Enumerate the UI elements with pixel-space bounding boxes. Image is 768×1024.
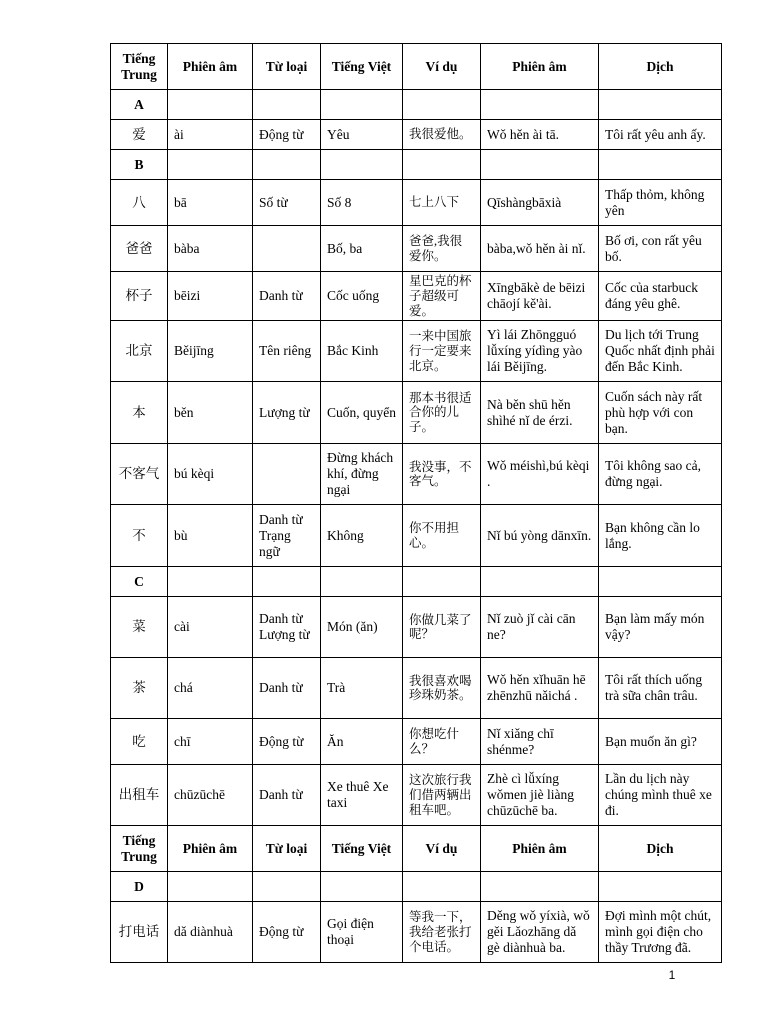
section-letter: B xyxy=(111,150,168,180)
page-number: 1 xyxy=(668,968,676,982)
empty-cell xyxy=(253,90,321,120)
pinyin: dǎ diànhuà xyxy=(168,902,253,963)
vietnamese-meaning: Không xyxy=(321,505,403,567)
header-row xyxy=(111,44,722,90)
chinese-word: 菜 xyxy=(111,597,168,658)
vietnamese-meaning: Số 8 xyxy=(321,180,403,226)
example-pinyin: Wǒ hěn xǐhuān hē zhēnzhū nǎichá . xyxy=(481,658,599,719)
column-header: Phiên âm xyxy=(168,826,253,872)
example-pinyin: Nǐ bú yòng dānxīn. xyxy=(481,505,599,567)
column-header: Từ loại xyxy=(253,826,321,872)
section-letter: A xyxy=(111,90,168,120)
section-row xyxy=(111,90,722,120)
pinyin: chī xyxy=(168,719,253,765)
vietnamese-meaning: Trà xyxy=(321,658,403,719)
column-header: Tiếng Trung xyxy=(111,44,168,90)
empty-cell xyxy=(599,872,722,902)
empty-cell xyxy=(321,567,403,597)
word-type: Danh từ xyxy=(253,765,321,826)
pinyin: bù xyxy=(168,505,253,567)
example-pinyin: bàba,wǒ hěn ài nǐ. xyxy=(481,226,599,272)
column-header: Ví dụ xyxy=(403,44,481,90)
table-row xyxy=(111,658,722,719)
section-row xyxy=(111,872,722,902)
vietnamese-meaning: Yêu xyxy=(321,120,403,150)
example-sentence: 我很爱他。 xyxy=(403,120,481,150)
empty-cell xyxy=(481,567,599,597)
header-row xyxy=(111,826,722,872)
empty-cell xyxy=(403,150,481,180)
column-header: Từ loại xyxy=(253,44,321,90)
vietnamese-meaning: Gọi điện thoại xyxy=(321,902,403,963)
empty-cell xyxy=(321,150,403,180)
empty-cell xyxy=(321,872,403,902)
table-row xyxy=(111,226,722,272)
section-row xyxy=(111,150,722,180)
pinyin: chūzūchē xyxy=(168,765,253,826)
example-pinyin: Wǒ hěn ài tā. xyxy=(481,120,599,150)
empty-cell xyxy=(481,90,599,120)
example-sentence: 爸爸,我很爱你。 xyxy=(403,226,481,272)
empty-cell xyxy=(253,567,321,597)
chinese-word: 爱 xyxy=(111,120,168,150)
chinese-word: 爸爸 xyxy=(111,226,168,272)
table-row xyxy=(111,120,722,150)
empty-cell xyxy=(403,872,481,902)
empty-cell xyxy=(253,150,321,180)
translation: Tôi rất yêu anh ấy. xyxy=(599,120,722,150)
word-type: Lượng từ xyxy=(253,382,321,444)
translation: Cốc của starbuck đáng yêu ghê. xyxy=(599,272,722,321)
pinyin: cài xyxy=(168,597,253,658)
empty-cell xyxy=(168,567,253,597)
example-sentence: 七上八下 xyxy=(403,180,481,226)
vietnamese-meaning: Ăn xyxy=(321,719,403,765)
chinese-word: 出租车 xyxy=(111,765,168,826)
chinese-word: 不客气 xyxy=(111,444,168,505)
column-header: Ví dụ xyxy=(403,826,481,872)
pinyin: ài xyxy=(168,120,253,150)
translation: Du lịch tới Trung Quốc nhất định phải đến Bắc Kinh. xyxy=(599,321,722,382)
table-row xyxy=(111,444,722,505)
empty-cell xyxy=(168,872,253,902)
example-sentence: 等我一下，我给老张打个电话。 xyxy=(403,902,481,963)
example-sentence: 你不用担心。 xyxy=(403,505,481,567)
vietnamese-meaning: Món (ăn) xyxy=(321,597,403,658)
pinyin: chá xyxy=(168,658,253,719)
example-sentence: 一来中国旅行一定要来北京。 xyxy=(403,321,481,382)
column-header: Tiếng Trung xyxy=(111,826,168,872)
word-type: Động từ xyxy=(253,719,321,765)
column-header: Phiên âm xyxy=(481,44,599,90)
table-row xyxy=(111,180,722,226)
translation: Bạn không cần lo lắng. xyxy=(599,505,722,567)
word-type: Tên riêng xyxy=(253,321,321,382)
word-type xyxy=(253,226,321,272)
chinese-word: 打电话 xyxy=(111,902,168,963)
empty-cell xyxy=(168,90,253,120)
example-sentence: 这次旅行我们借两辆出租车吧。 xyxy=(403,765,481,826)
empty-cell xyxy=(253,872,321,902)
pinyin: bàba xyxy=(168,226,253,272)
pinyin: bā xyxy=(168,180,253,226)
word-type: Danh từ Lượng từ xyxy=(253,597,321,658)
translation: Bố ơi, con rất yêu bố. xyxy=(599,226,722,272)
example-sentence: 那本书很适合你的儿子。 xyxy=(403,382,481,444)
table-row xyxy=(111,765,722,826)
vocabulary-table xyxy=(110,43,722,963)
vietnamese-meaning: Bố, ba xyxy=(321,226,403,272)
pinyin: bú kèqi xyxy=(168,444,253,505)
empty-cell xyxy=(599,150,722,180)
empty-cell xyxy=(481,150,599,180)
translation: Thấp thỏm, không yên xyxy=(599,180,722,226)
word-type: Động từ xyxy=(253,902,321,963)
example-pinyin: Děng wǒ yíxià, wǒ gěi Lǎozhāng dǎ gè diànhuà ba. xyxy=(481,902,599,963)
pinyin: Běijīng xyxy=(168,321,253,382)
example-sentence: 我没事，不客气。 xyxy=(403,444,481,505)
word-type: Động từ xyxy=(253,120,321,150)
empty-cell xyxy=(321,90,403,120)
vietnamese-meaning: Đừng khách khí, đừng ngại xyxy=(321,444,403,505)
example-pinyin: Nǐ zuò jǐ cài cān ne? xyxy=(481,597,599,658)
example-pinyin: Zhè cì lǚxíng wǒmen jiè liàng chūzūchē ba. xyxy=(481,765,599,826)
example-sentence: 星巴克的杯子超级可爱。 xyxy=(403,272,481,321)
translation: Lần du lịch này chúng mình thuê xe đi. xyxy=(599,765,722,826)
example-pinyin: Nǐ xiǎng chī shénme? xyxy=(481,719,599,765)
vietnamese-meaning: Cốc uống xyxy=(321,272,403,321)
column-header: Phiên âm xyxy=(481,826,599,872)
word-type: Danh từ xyxy=(253,272,321,321)
chinese-word: 八 xyxy=(111,180,168,226)
translation: Tôi không sao cả, đừng ngại. xyxy=(599,444,722,505)
example-pinyin: Yì lái Zhōngguó lǚxíng yídìng yào lái Běijīng. xyxy=(481,321,599,382)
table-row xyxy=(111,719,722,765)
empty-cell xyxy=(403,90,481,120)
table-row xyxy=(111,382,722,444)
table-row xyxy=(111,597,722,658)
example-pinyin: Qīshàngbāxià xyxy=(481,180,599,226)
word-type xyxy=(253,444,321,505)
translation: Bạn muốn ăn gì? xyxy=(599,719,722,765)
empty-cell xyxy=(168,150,253,180)
translation: Đợi mình một chút, mình gọi điện cho thầy Trương đã. xyxy=(599,902,722,963)
section-letter: D xyxy=(111,872,168,902)
example-sentence: 我很喜欢喝珍珠奶茶。 xyxy=(403,658,481,719)
table-row xyxy=(111,321,722,382)
table-row xyxy=(111,272,722,321)
example-sentence: 你做几菜了呢？ xyxy=(403,597,481,658)
column-header: Phiên âm xyxy=(168,44,253,90)
table-row xyxy=(111,902,722,963)
column-header: Tiếng Việt xyxy=(321,826,403,872)
pinyin: bēizi xyxy=(168,272,253,321)
translation: Tôi rất thích uống trà sữa chân trâu. xyxy=(599,658,722,719)
section-letter: C xyxy=(111,567,168,597)
chinese-word: 吃 xyxy=(111,719,168,765)
translation: Cuốn sách này rất phù hợp với con bạn. xyxy=(599,382,722,444)
column-header: Dịch xyxy=(599,44,722,90)
vietnamese-meaning: Xe thuê Xe taxi xyxy=(321,765,403,826)
word-type: Danh từ xyxy=(253,658,321,719)
chinese-word: 不 xyxy=(111,505,168,567)
empty-cell xyxy=(403,567,481,597)
example-pinyin: Wǒ méishì,bú kèqi . xyxy=(481,444,599,505)
vietnamese-meaning: Bắc Kinh xyxy=(321,321,403,382)
example-pinyin: Xīngbākè de bēizi chāojí kě'ài. xyxy=(481,272,599,321)
empty-cell xyxy=(599,90,722,120)
vietnamese-meaning: Cuốn, quyển xyxy=(321,382,403,444)
column-header: Dịch xyxy=(599,826,722,872)
word-type: Số từ xyxy=(253,180,321,226)
empty-cell xyxy=(481,872,599,902)
example-pinyin: Nà běn shū hěn shìhé nǐ de érzi. xyxy=(481,382,599,444)
chinese-word: 茶 xyxy=(111,658,168,719)
translation: Bạn làm mấy món vậy? xyxy=(599,597,722,658)
column-header: Tiếng Việt xyxy=(321,44,403,90)
empty-cell xyxy=(599,567,722,597)
section-row xyxy=(111,567,722,597)
chinese-word: 本 xyxy=(111,382,168,444)
table-row xyxy=(111,505,722,567)
chinese-word: 杯子 xyxy=(111,272,168,321)
word-type: Danh từ Trạng ngữ xyxy=(253,505,321,567)
chinese-word: 北京 xyxy=(111,321,168,382)
pinyin: běn xyxy=(168,382,253,444)
example-sentence: 你想吃什么？ xyxy=(403,719,481,765)
